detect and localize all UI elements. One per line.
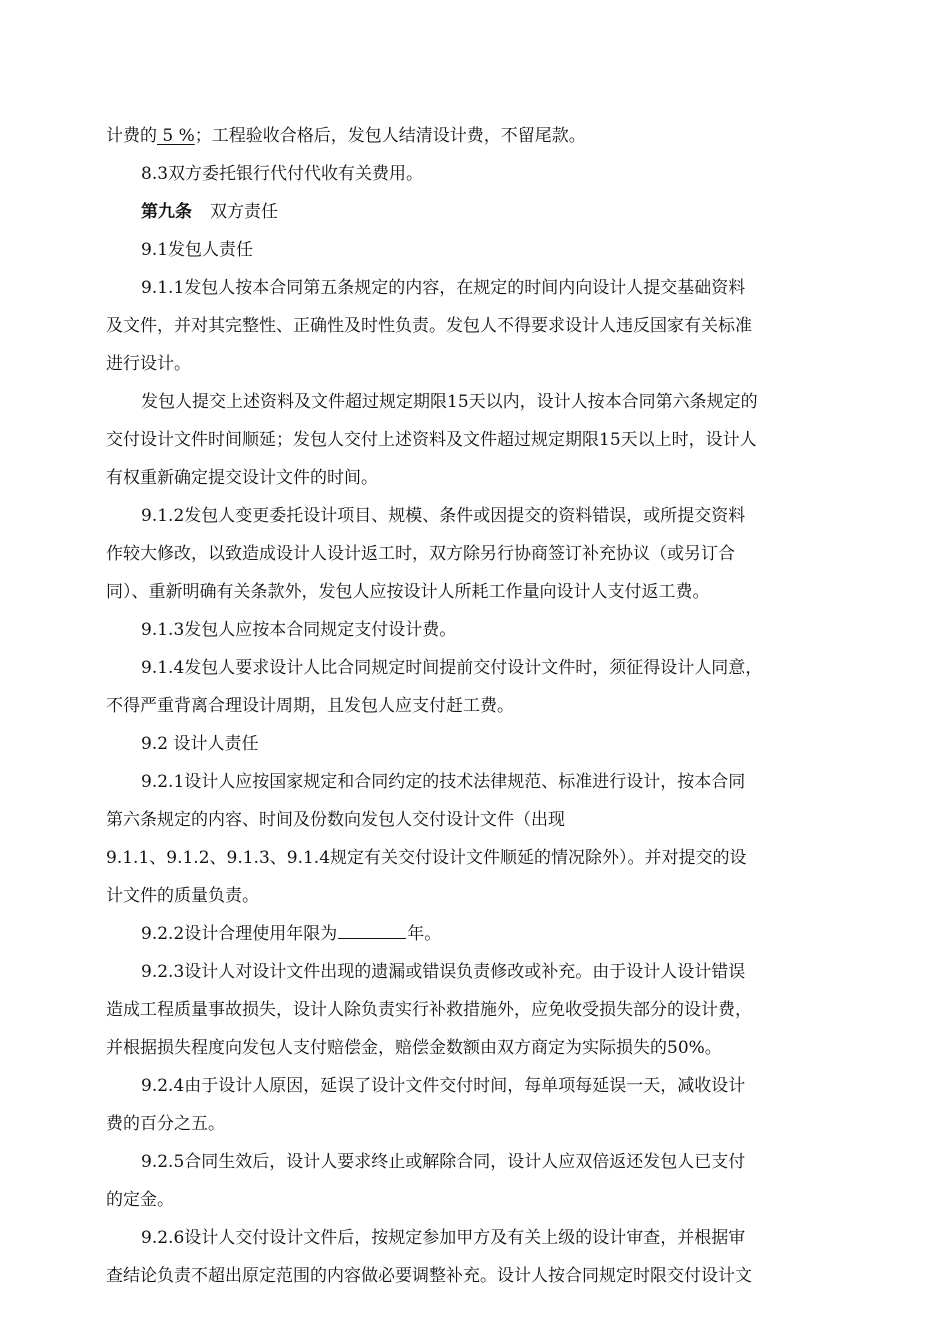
- text-line: 发包人提交上述资料及文件超过规定期限15天以内，设计人按本合同第六条规定的: [141, 392, 758, 412]
- article-title: 双方责任: [210, 202, 278, 222]
- text-segment: 计费的: [106, 126, 157, 146]
- text-line: 费的百分之五。: [106, 1114, 225, 1134]
- text-line: 9.1.1、9.1.2、9.1.3、9.1.4规定有关交付设计文件顺延的情况除外）。并对提交的设: [106, 848, 747, 868]
- section-9-1-heading: 9.1发包人责任: [141, 240, 254, 260]
- text-segment: 年。: [407, 924, 442, 944]
- text-line: [106, 124, 586, 148]
- text-segment: 9.2.2设计合理使用年限为: [141, 924, 338, 944]
- text-line: 9.1.4发包人要求设计人比合同规定时间提前交付设计文件时，须征得设计人同意，: [141, 658, 763, 678]
- text-line: 并根据损失程度向发包人支付赔偿金，赔偿金数额由双方商定为实际损失的50%。: [106, 1038, 722, 1058]
- text-line: 交付设计文件时间顺延；发包人交付上述资料及文件超过规定期限15天以上时，设计人: [106, 430, 757, 450]
- fill-in-blank: [338, 922, 406, 939]
- text-line: 同）、重新明确有关条款外，发包人应按设计人所耗工作量向设计人支付返工费。: [106, 582, 710, 602]
- text-line: 及文件，并对其完整性、正确性及时性负责。发包人不得要求设计人违反国家有关标准: [106, 316, 752, 336]
- text-line: 9.2.1设计人应按国家规定和合同约定的技术法律规范、标准进行设计，按本合同: [141, 772, 746, 792]
- text-line: 造成工程质量事故损失，设计人除负责实行补救措施外，应免收受损失部分的设计费，: [106, 1000, 752, 1020]
- text-line: 有权重新确定提交设计文件的时间。: [106, 468, 378, 488]
- percent-value: 5 %: [157, 126, 195, 146]
- text-line: 9.1.2发包人变更委托设计项目、规模、条件或因提交的资料错误，或所提交资料: [141, 506, 746, 526]
- text-line: [141, 922, 441, 946]
- article-number: 第九条: [141, 202, 192, 222]
- text-line: 9.2.3设计人对设计文件出现的遗漏或错误负责修改或补充。由于设计人设计错误: [141, 962, 746, 982]
- article-9-heading: [141, 200, 278, 224]
- text-line: 9.1.1发包人按本合同第五条规定的内容，在规定的时间内向设计人提交基础资料: [141, 278, 746, 298]
- text-line: 9.2.4由于设计人原因，延误了设计文件交付时间，每单项每延误一天，减收设计: [141, 1076, 746, 1096]
- text-line: 查结论负责不超出原定范围的内容做必要调整补充。设计人按合同规定时限交付设计文: [106, 1266, 752, 1286]
- clause-8-3: 8.3双方委托银行代付代收有关费用。: [141, 164, 424, 184]
- text-line: 第六条规定的内容、时间及份数向发包人交付设计文件（出现: [106, 810, 565, 830]
- text-line: 9.2.5合同生效后，设计人要求终止或解除合同，设计人应双倍返还发包人已支付: [141, 1152, 746, 1172]
- text-line: 进行设计。: [106, 354, 191, 374]
- text-line: 的定金。: [106, 1190, 174, 1210]
- text-segment: ；工程验收合格后，发包人结清设计费，不留尾款。: [194, 126, 586, 146]
- text-line: 9.1.3发包人应按本合同规定支付设计费。: [141, 620, 457, 640]
- text-line: 作较大修改，以致造成设计人设计返工时，双方除另行协商签订补充协议（或另订合: [106, 544, 735, 564]
- text-line: 计文件的质量负责。: [106, 886, 259, 906]
- text-line: 不得严重背离合理设计周期，且发包人应支付赶工费。: [106, 696, 514, 716]
- section-9-2-heading: 9.2 设计人责任: [141, 734, 259, 754]
- text-line: 9.2.6设计人交付设计文件后，按规定参加甲方及有关上级的设计审查，并根据审: [141, 1228, 746, 1248]
